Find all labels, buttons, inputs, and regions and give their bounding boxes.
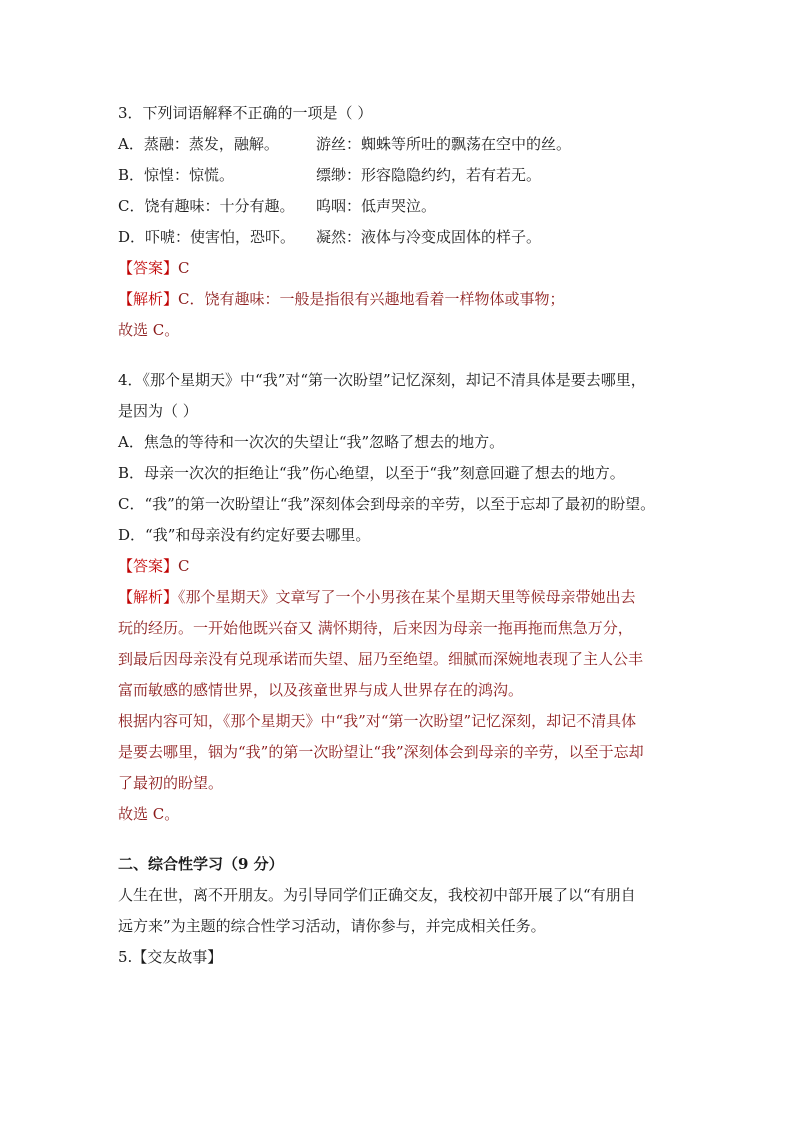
q4-option-d: D．“我”和母亲没有约定好要去哪里。 (118, 526, 371, 544)
q3-answer-value: C (178, 259, 190, 277)
q4-analysis-line3: 到最后因母亲没有兑现承诺而失望、屈乃至绝望。细腻而深婉地表现了主人公丰 (118, 650, 644, 668)
q3-analysis-text: C．饶有趣味：一般是指很有兴趣地看着一样物体或事物； (178, 290, 565, 308)
q3-option-d-right: 凝然：液体与冷变成固体的样子。 (316, 228, 542, 246)
q4-option-a: A．焦急的等待和一次次的失望让“我”忽略了想去的地方。 (118, 433, 505, 451)
q4-conclusion: 故选 C。 (118, 805, 180, 823)
q4-stem-line2: 是因为（ ） (118, 402, 198, 420)
q3-option-c-right: 呜咽：低声哭泣。 (316, 197, 437, 215)
q4-analysis-line2: 玩的经历。一开始他既兴奋又 满怀期待，后来因为母亲一拖再拖而焦急万分， (118, 619, 633, 637)
q3-option-c (118, 191, 688, 222)
q4-reason-line2: 是要去哪里，铟为“我”的第一次盼望让“我”深刻体会到母亲的辛劳，以至于忘却 (118, 743, 644, 761)
section2-intro-line1: 人生在世，离不开朋友。为引导同学们正确交友，我校初中部开展了以“有朋自 (118, 886, 636, 904)
q4-stem-line1: 4．《那个星期天》中“我”对“第一次盼望”记忆深刻，却记不清具体是要去哪里， (118, 371, 646, 389)
q4-option-c: C．“我”的第一次盼望让“我”深刻体会到母亲的辛劳，以至于忘却了最初的盼望。 (118, 495, 656, 513)
q3-option-b-right: 缥缈：形容隐隐约约，若有若无。 (316, 166, 542, 184)
q4-analysis-line4: 富而敏感的感情世界，以及孩童世界与成人世界存在的鸿沟。 (118, 681, 524, 699)
q3-option-d-left: D．吓唬：使害怕，恐吓。 (118, 228, 296, 246)
q4-analysis-text: 《那个星期天》文章写了一个小男孩在某个星期天里等候母亲带她出去 (178, 588, 636, 606)
q3-option-a (118, 129, 688, 160)
q4-answer-value: C (178, 557, 190, 575)
q3-conclusion: 故选 C。 (118, 321, 180, 339)
q4-option-b: B．母亲一次次的拒绝让“我”伤心绝望，以至于“我”刻意回避了想去的地方。 (118, 464, 625, 482)
spacer (118, 346, 688, 365)
q3-option-b (118, 160, 688, 191)
q4-reason-line1: 根据内容可知，《那个星期天》中“我”对“第一次盼望”记忆深刻，却记不清具体 (118, 712, 637, 730)
q4-analysis-tag: 【解析】 (118, 588, 179, 606)
q4-analysis-line1 (118, 582, 688, 613)
section2-title: 二、综合性学习（9 分） (118, 855, 284, 873)
q5-heading: 5.【交友故事】 (118, 948, 223, 966)
section2-intro-line2: 远方来”为主题的综合性学习活动，请你参与，并完成相关任务。 (118, 917, 546, 935)
q4-answer (118, 551, 688, 582)
q4-reason-line3: 了最初的盼望。 (118, 774, 224, 792)
q4-answer-tag: 【答案】 (118, 557, 179, 575)
q3-option-b-left: B．惊惶：惊慌。 (118, 166, 235, 184)
q3-analysis (118, 284, 688, 315)
q3-answer (118, 253, 688, 284)
q3-option-a-left: A．蒸融：蒸发，融解。 (118, 135, 279, 153)
q3-option-d (118, 222, 688, 253)
q3-analysis-tag: 【解析】 (118, 290, 179, 308)
spacer (118, 830, 688, 849)
q3-option-c-left: C．饶有趣味：十分有趣。 (118, 197, 295, 215)
q3-stem: 3．下列词语解释不正确的一项是（ ） (118, 104, 373, 122)
q3-answer-tag: 【答案】 (118, 259, 179, 277)
document-page (118, 98, 688, 973)
q3-option-a-right: 游丝：蜘蛛等所吐的飘荡在空中的丝。 (316, 135, 572, 153)
